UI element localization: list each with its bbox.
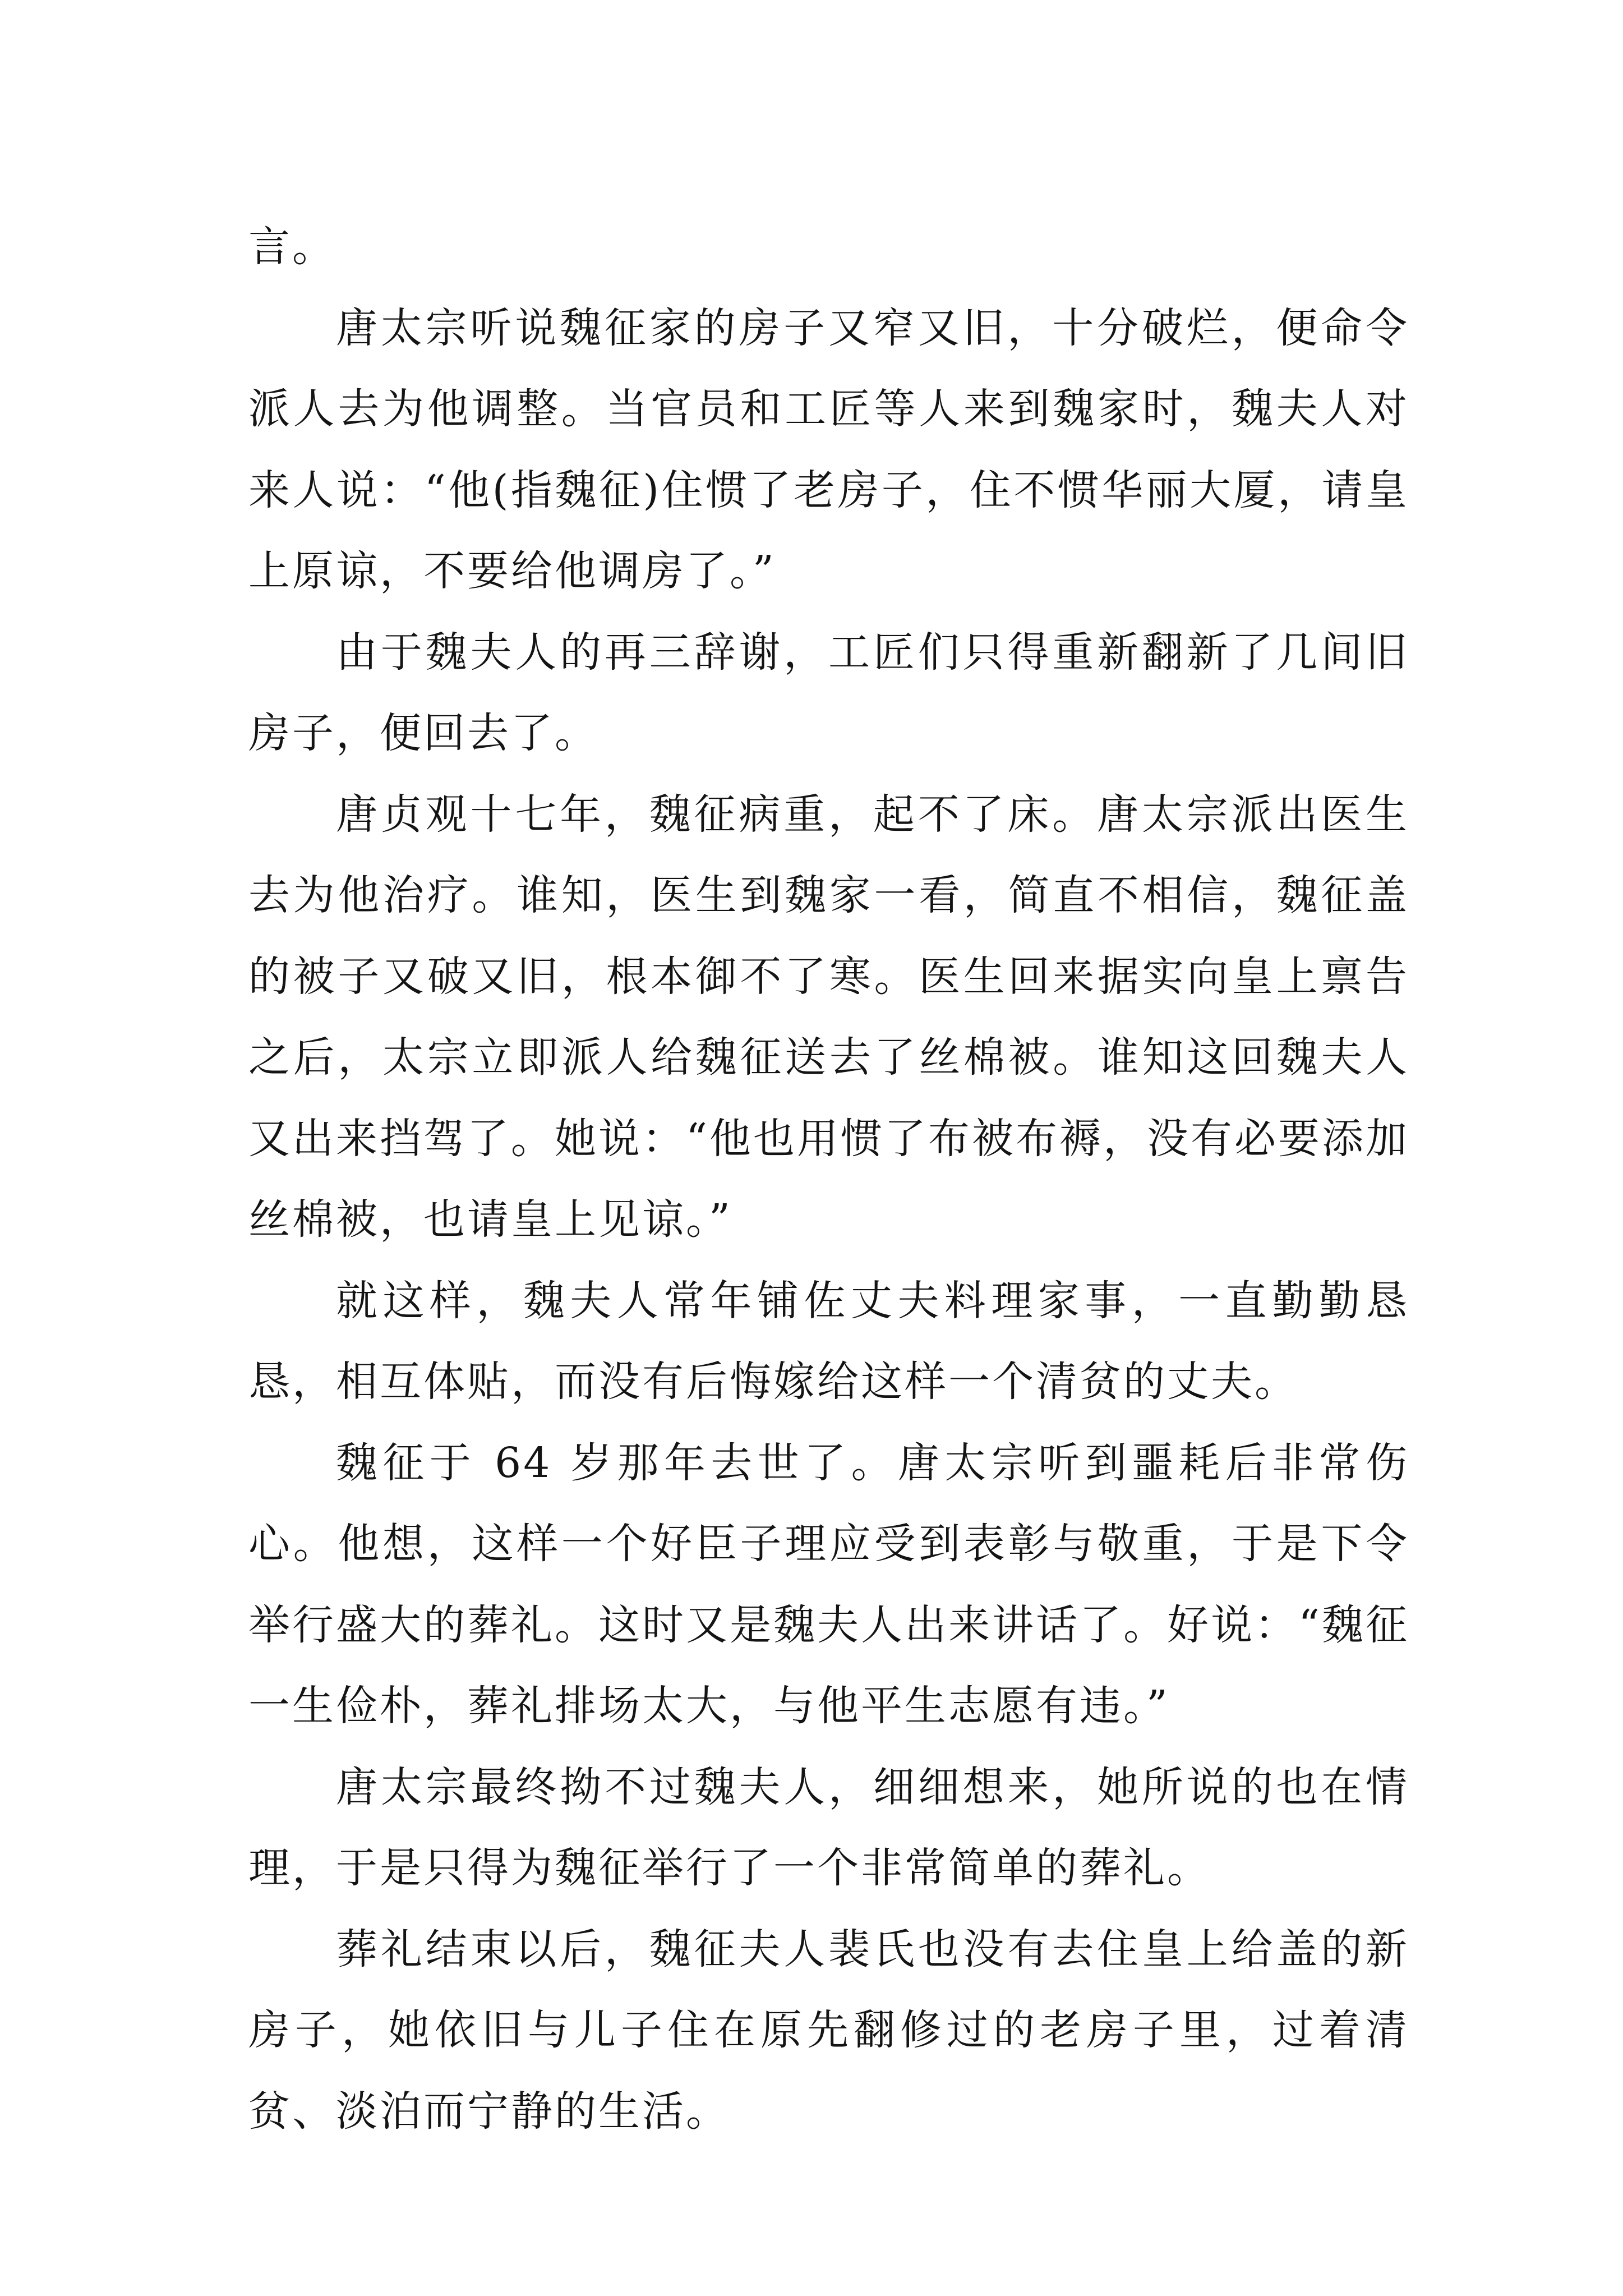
paragraph-funeral-decision: 唐太宗最终拗不过魏夫人，细细想来，她所说的也在情理，于是只得为魏征举行了一个非常简单的葬礼。: [248, 1763, 1409, 1892]
paragraph-after-funeral: 葬礼结束以后，魏征夫人裴氏也没有去住皇上给盖的新房子，她依旧与儿子住在原先翻修过的老房子里，过着清贫、淡泊而宁静的生活。: [248, 1925, 1409, 2136]
article-body: [248, 206, 1409, 2152]
paragraph-death: 魏征于 64 岁那年去世了。唐太宗听到噩耗后非常伤心。他想，这样一个好臣子理应受到表彰与敬重，于是下令举行盛大的葬礼。这时又是魏夫人出来讲话了。好说：“魏征一生俭朴，葬礼排场太大，与他平生志愿有违。”: [248, 1438, 1409, 1730]
paragraph-continuation: 言。: [248, 223, 336, 271]
paragraph-renovation: 由于魏夫人的再三辞谢，工匠们只得重新翻新了几间旧房子，便回去了。: [248, 628, 1409, 757]
paragraph-household: 就这样，魏夫人常年铺佐丈夫料理家事，一直勤勤恳恳，相互体贴，而没有后悔嫁给这样一个清贫的丈夫。: [248, 1276, 1409, 1406]
paragraph-taizong-house: 唐太宗听说魏征家的房子又窄又旧，十分破烂，便命令派人去为他调整。当官员和工匠等人来到魏家时，魏夫人对来人说：“他(指魏征)住惯了老房子，住不惯华丽大厦，请皇上原谅，不要给他调房了。”: [248, 303, 1409, 595]
paragraph-illness: 唐贞观十七年，魏征病重，起不了床。唐太宗派出医生去为他治疗。谁知，医生到魏家一看，简直不相信，魏征盖的被子又破又旧，根本御不了寒。医生回来据实向皇上禀告之后，太宗立即派人给魏征送去了丝棉被。谁知这回魏夫人又出来挡驾了。她说：“他也用惯了布被布褥，没有必要添加丝棉被，也请皇上见谅。”: [248, 790, 1409, 1244]
